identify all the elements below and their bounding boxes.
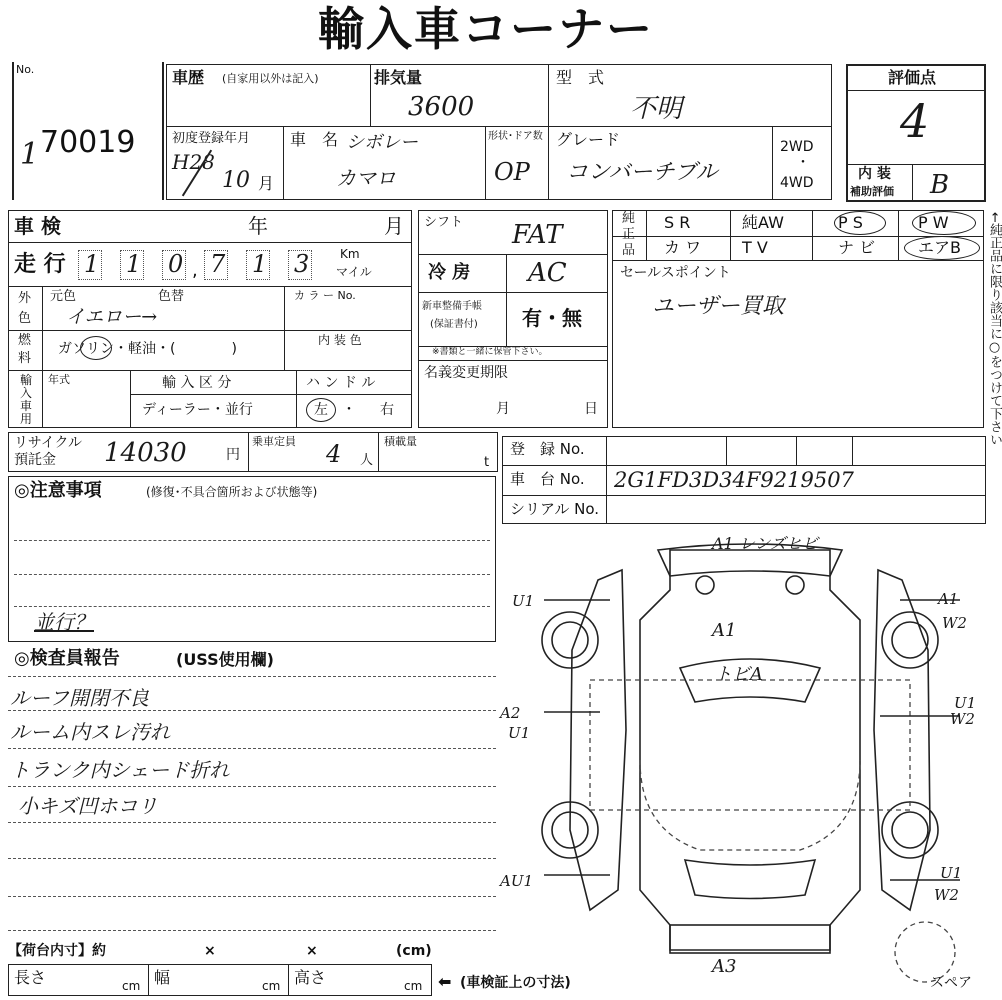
model-type-label: 型 式 — [556, 68, 605, 87]
drive-dot: ・ — [796, 155, 810, 171]
interior-color-label: 内 装 色 — [318, 333, 362, 347]
meigi-day: 日 — [584, 401, 598, 417]
handle-sep: ・ — [342, 402, 356, 418]
trunk-outline — [670, 925, 830, 953]
cargo-dims — [8, 964, 432, 996]
inspector-sub: (USS使用欄) — [176, 650, 274, 669]
interior-sub: 補助評価 — [850, 185, 894, 198]
inspector-line: 小キズ凹ホコリ — [18, 794, 158, 818]
recycle-unit: 円 — [226, 447, 240, 463]
wheel-front-left — [542, 612, 598, 668]
equip-row1-cell: 純AW — [742, 213, 784, 232]
wheel-front-right-inner — [892, 622, 928, 658]
page-title: 輸入車コーナー — [318, 2, 654, 56]
equip-side-char: 品 — [622, 243, 636, 258]
lot-label: No. — [16, 63, 35, 76]
recycle-label-2: 預託金 — [14, 452, 56, 468]
notes-label: ◎注意事項 — [14, 480, 102, 501]
cabin-dashed — [640, 760, 860, 850]
import-side-char: 輸 — [20, 373, 33, 387]
equip-row2-cell: カ ワ — [664, 238, 702, 257]
diagram-hood-note: A1 — [712, 620, 737, 641]
right-damage-mark: W2 — [934, 886, 959, 904]
equip-row1-cell: P S — [838, 213, 863, 232]
left-damage-mark: U1 — [508, 724, 531, 742]
first-reg-month-unit: 月 — [258, 174, 275, 193]
load-unit: t — [484, 455, 490, 470]
manual-label-2: (保証書付) — [430, 319, 478, 330]
color-label-b: 色 — [18, 311, 32, 326]
import-side-char: 車 — [20, 399, 33, 413]
cargo-label: 【荷台内寸】約 — [8, 943, 106, 959]
grade-label: グレード — [556, 130, 621, 149]
chassis-no-value: 2G1FD3D34F9219507 — [614, 468, 854, 492]
handle-left-circle — [306, 398, 336, 422]
car-diagram — [500, 530, 1000, 970]
equip-row1-cell: S R — [664, 213, 691, 232]
equip-side-char: 純 — [622, 211, 636, 226]
rear-window — [685, 860, 815, 899]
wheel-front-left-inner — [552, 622, 588, 658]
score-value: 4 — [900, 94, 930, 148]
cargo-x2: × — [306, 943, 318, 959]
ps-circle — [834, 211, 886, 235]
import-side-char: 用 — [20, 412, 33, 426]
car-body-outline — [640, 550, 860, 950]
cargo-height-label: 高さ — [294, 968, 327, 987]
diagram-spare-label: スペア — [930, 975, 972, 991]
mileage-unit-mile: マイル — [336, 265, 372, 279]
drive-4wd: 4WD — [780, 175, 814, 191]
mileage-digit: 1 — [126, 250, 142, 278]
cargo-unit: (cm) — [396, 943, 432, 959]
shaken-month: 月 — [384, 214, 404, 238]
handle-left: 左 — [314, 402, 328, 418]
cargo-length-cm: cm — [122, 979, 141, 993]
right-body-side — [874, 570, 930, 910]
chassis-no-label: 車 台 No. — [510, 470, 585, 488]
sales-label: セールスポイント — [620, 265, 731, 281]
model-type-value: 不明 — [630, 94, 683, 124]
right-damage-mark: U1 — [954, 694, 977, 712]
car-name-value: カマロ — [336, 166, 396, 190]
load-label: 積載量 — [384, 435, 417, 448]
manual-value: 有・無 — [522, 306, 582, 330]
model-year-label: 年式 — [48, 373, 70, 386]
cargo-height-cm: cm — [404, 979, 423, 993]
aircon-label: 冷 房 — [428, 262, 471, 283]
history-label: 車歴 — [172, 68, 205, 87]
import-side-char: 入 — [20, 386, 33, 400]
front-lamp-right — [786, 576, 804, 594]
color-label-a: 外 — [18, 291, 32, 306]
fuel-value: ガソリン・軽油・( ) — [58, 341, 237, 357]
equip-row2-cell: T V — [742, 238, 768, 257]
car-maker-value: シボレー — [346, 132, 418, 153]
mileage-digit: 0 — [168, 250, 184, 278]
manual-label-1: 新車整備手帳 — [422, 301, 482, 312]
mileage-digit: 7 — [210, 250, 226, 278]
cargo-arrow-icon: ⬅ — [438, 972, 452, 991]
fuel-label-a: 燃 — [18, 333, 32, 348]
right-damage-mark: A1 — [938, 590, 959, 608]
manual-note: ※書類と一緒に保管下さい。 — [432, 347, 548, 357]
reg-no-label: 登 録 No. — [510, 440, 585, 458]
roof-dashed — [590, 680, 910, 810]
import-kubun-label: 輸 入 区 分 — [162, 375, 232, 391]
inspector-label: ◎検査員報告 — [14, 648, 120, 669]
inspector-line: ルーフ開閉不良 — [10, 686, 149, 710]
grade-value: コンバーチブル — [566, 160, 718, 185]
interior-value: B — [930, 170, 950, 200]
serial-no-label: シリアル No. — [510, 500, 600, 518]
interior-label: 内 装 — [858, 166, 891, 182]
shift-value: FAT — [512, 220, 563, 250]
color-value: イエロー→ — [66, 306, 158, 328]
mileage-digit: 1 — [252, 250, 268, 278]
recycle-value: 14030 — [104, 438, 187, 468]
equip-row2-cell: ナ ビ — [838, 238, 876, 257]
handle-right: 右 — [380, 402, 394, 418]
recycle-label-1: リサイクル — [14, 435, 83, 451]
drive-2wd: 2WD — [780, 139, 814, 155]
pw-circle — [912, 211, 976, 235]
cargo-width-cm: cm — [262, 979, 281, 993]
capacity-unit: 人 — [360, 453, 374, 468]
mileage-digit: 3 — [294, 250, 310, 278]
displacement-label: 排気量 — [374, 68, 423, 87]
import-kubun-value: ディーラー・並行 — [142, 402, 253, 418]
capacity-value: 4 — [326, 440, 342, 468]
color-change-label: 色替 — [158, 289, 185, 304]
first-reg-year: H28 — [172, 150, 215, 174]
mileage-label: 走 行 — [14, 252, 66, 277]
wheel-rear-right-inner — [892, 812, 928, 848]
handle-label: ハ ン ド ル — [306, 375, 376, 391]
spare-tire — [895, 922, 955, 982]
mileage-digit: 1 — [84, 250, 100, 278]
diagram-top-note: A1 レンズヒビ — [712, 534, 818, 553]
meigi-month: 月 — [496, 401, 510, 417]
wheel-front-right — [882, 612, 938, 668]
front-lamp-left — [696, 576, 714, 594]
car-name-label: 車 名 — [290, 130, 339, 149]
fuel-label-b: 料 — [18, 351, 32, 366]
sales-value: ユーザー買取 — [652, 294, 785, 319]
lot-mark: 1 — [20, 137, 40, 172]
right-damage-mark: W2 — [950, 710, 975, 728]
left-damage-mark: AU1 — [500, 872, 534, 890]
diagram-bottom-note: A3 — [712, 956, 737, 977]
right-damage-mark: U1 — [940, 864, 963, 882]
displacement-value: 3600 — [408, 92, 475, 122]
history-note: (自家用以外は記入) — [222, 72, 319, 85]
doors-value: OP — [494, 158, 530, 186]
cargo-width-label: 幅 — [154, 968, 171, 987]
cargo-note: (車検証上の寸法) — [460, 975, 571, 991]
score-label: 評価点 — [888, 68, 937, 87]
shaken-year: 年 — [248, 214, 268, 238]
lot-number: 70019 — [40, 125, 136, 160]
cargo-x1: × — [204, 943, 216, 959]
color-code-label: カ ラ ー No. — [294, 289, 356, 302]
shaken-label: 車 検 — [14, 214, 61, 238]
first-reg-label: 初度登録年月 — [172, 131, 251, 146]
airbag-circle — [904, 236, 980, 260]
inspector-line: ルーム内スレ汚れ — [10, 720, 170, 744]
left-damage-mark: U1 — [512, 592, 535, 610]
left-damage-mark: A2 — [500, 704, 521, 722]
shift-label: シフト — [424, 215, 464, 230]
left-body-side — [570, 570, 626, 910]
capacity-label: 乗車定員 — [252, 435, 296, 448]
cargo-length-label: 長さ — [14, 968, 47, 987]
diagram-windshield-note: トビA — [714, 664, 763, 685]
equip-row1-cell: P W — [918, 213, 949, 232]
equip-row2-cell: エアB — [918, 238, 961, 257]
notes-sub: (修復･不具合箇所および状態等) — [146, 485, 318, 499]
aircon-value: AC — [528, 258, 567, 288]
mileage-unit-km: Km — [340, 247, 360, 261]
inspector-line: トランク内シェード折れ — [10, 758, 230, 782]
color-orig-label: 元色 — [50, 289, 77, 304]
mileage-separator: , — [192, 260, 198, 281]
equip-vertical-note-text: ←純正品に限り該当に○をつけて下さい — [987, 212, 1002, 446]
right-damage-mark: W2 — [942, 614, 967, 632]
fuel-gasoline-circle — [80, 336, 112, 360]
equip-side-char: 正 — [622, 227, 636, 242]
first-reg-month: 10 — [222, 168, 250, 193]
meigi-label: 名義変更期限 — [424, 365, 508, 381]
notes-text: 並行？ — [34, 610, 94, 634]
doors-label: 形状･ドア数 — [488, 131, 543, 142]
